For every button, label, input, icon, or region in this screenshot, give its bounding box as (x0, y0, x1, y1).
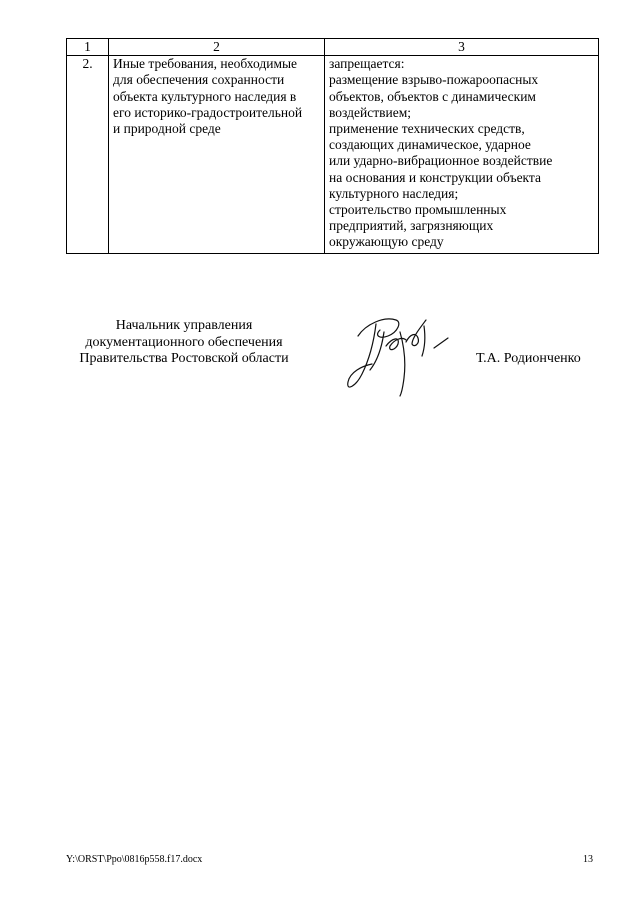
requirement-line: для обеспечения сохранности (113, 72, 285, 88)
restriction-line: культурного наследия; (329, 185, 459, 201)
restriction-line: размещение взрыво-пожароопасных (329, 72, 539, 88)
restriction-line: создающих динамическое, ударное (329, 137, 531, 153)
handwritten-signature (340, 306, 452, 398)
restriction-cell (325, 56, 599, 253)
requirement-line: его историко-градостроительной (113, 104, 303, 120)
requirements-table (66, 38, 599, 254)
signatory-position (60, 318, 308, 368)
restriction-line: запрещается: (329, 56, 405, 72)
requirement-line: и природной среде (113, 121, 221, 137)
footer-file-path: Y:\ORST\Ppo\0816p558.f17.docx (66, 854, 203, 865)
row-number-cell: 2. (67, 56, 109, 253)
table-row (67, 56, 599, 253)
column-header-1: 1 (67, 39, 109, 56)
restriction-line: объектов, объектов с динамическим (329, 88, 536, 104)
restriction-line: окружающую среду (329, 234, 444, 250)
signatory-position-line: документационного обеспечения (85, 334, 283, 350)
requirement-cell (109, 56, 325, 253)
requirement-line: Иные требования, необходимые (113, 56, 298, 72)
page-number: 13 (583, 854, 593, 865)
restriction-line: на основания и конструкции объекта (329, 169, 541, 185)
restriction-line: или ударно-вибрационное воздействие (329, 153, 553, 169)
signatory-position-line: Начальник управления (115, 318, 253, 333)
restriction-line: строительство промышленных (329, 202, 507, 218)
restriction-line: предприятий, загрязняющих (329, 218, 494, 234)
restriction-line: применение технических средств, (329, 121, 525, 137)
signatory-name: Т.А. Родионченко (476, 351, 581, 366)
requirement-line: объекта культурного наследия в (113, 88, 297, 104)
restriction-line: воздействием; (329, 104, 411, 120)
signatory-position-line: Правительства Ростовской области (79, 351, 289, 366)
table-header-row (67, 39, 599, 56)
column-header-3: 3 (325, 39, 599, 56)
column-header-2: 2 (109, 39, 325, 56)
